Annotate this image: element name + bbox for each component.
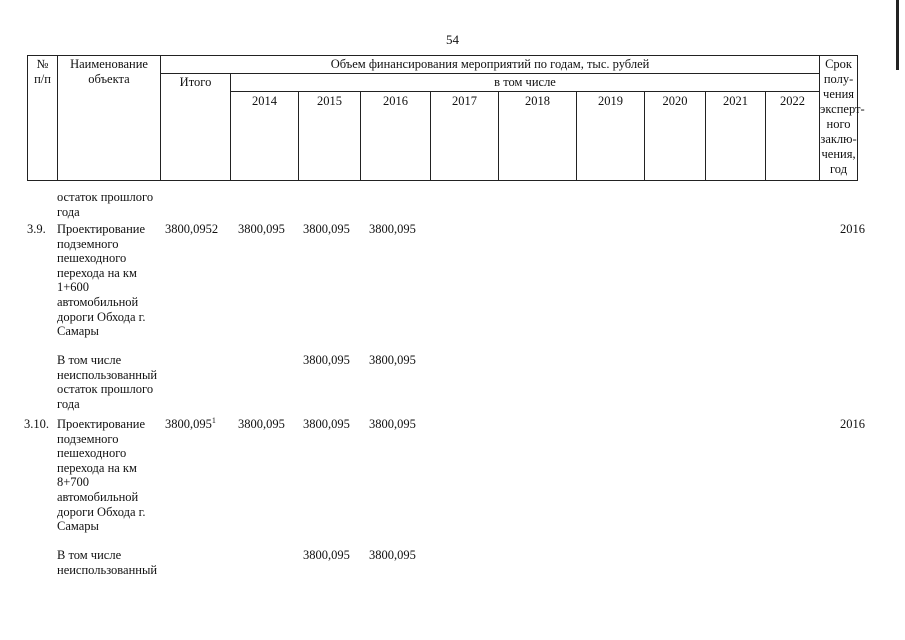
row-number: 3.10. [24, 417, 49, 431]
scan-edge-bar [896, 0, 899, 70]
row-subname: В том числе неиспользованный остаток прошлого года [57, 353, 158, 411]
row-subname: В том числе неиспользованный [57, 548, 158, 577]
header-year: 2014 [231, 92, 299, 181]
table-header [27, 55, 865, 181]
row-value-2016: 3800,095 [369, 222, 416, 236]
header-name: Наименование объекта [58, 56, 161, 181]
row-sub-value-2016: 3800,095 [369, 353, 416, 367]
row-value-2014: 3800,095 [238, 417, 285, 431]
row-total: 3800,095$^1$ [165, 415, 216, 431]
header-year: 2020 [645, 92, 706, 181]
header-volume: Объем финансирования мероприятий по годам, тыс. рублей [161, 56, 820, 74]
page-number: 54 [446, 32, 459, 47]
header-year: 2021 [706, 92, 766, 181]
row-sub-value-2015: 3800,095 [303, 353, 350, 367]
header-year: 2016 [361, 92, 431, 181]
row-sub-value-2016: 3800,095 [369, 548, 416, 562]
header-year: 2015 [299, 92, 361, 181]
row-number: 3.9. [27, 222, 46, 236]
row-name-continued: остаток прошлого года [57, 190, 154, 219]
header-year: 2019 [577, 92, 645, 181]
header-year: 2018 [499, 92, 577, 181]
row-name: Проектирование подземного пешеходного перехода на км 1+600 автомобильной дороги Обхода г. Самары [57, 222, 146, 339]
row-total: 3800,0952 [165, 222, 219, 236]
row-deadline: 2016 [840, 222, 865, 236]
header-num: № п/п [28, 56, 58, 181]
row-deadline: 2016 [840, 417, 865, 431]
header-year: 2022 [766, 92, 820, 181]
row-value-2014: 3800,095 [238, 222, 285, 236]
footnote-mark: 1 [211, 415, 216, 425]
header-year: 2017 [431, 92, 499, 181]
header-total: Итого [161, 74, 231, 181]
row-name: Проектирование подземного пешеходного перехода на км 8+700 автомобильной дороги Обхода г. Самары [57, 417, 146, 534]
row-value-2015: 3800,095 [303, 417, 350, 431]
row-value-2015: 3800,095 [303, 222, 350, 236]
header-deadline: Срок полу- чения эксперт- ного заклю- чения, год [820, 56, 858, 181]
header-incl: в том числе [231, 74, 820, 92]
row-value-2016: 3800,095 [369, 417, 416, 431]
row-sub-value-2015: 3800,095 [303, 548, 350, 562]
